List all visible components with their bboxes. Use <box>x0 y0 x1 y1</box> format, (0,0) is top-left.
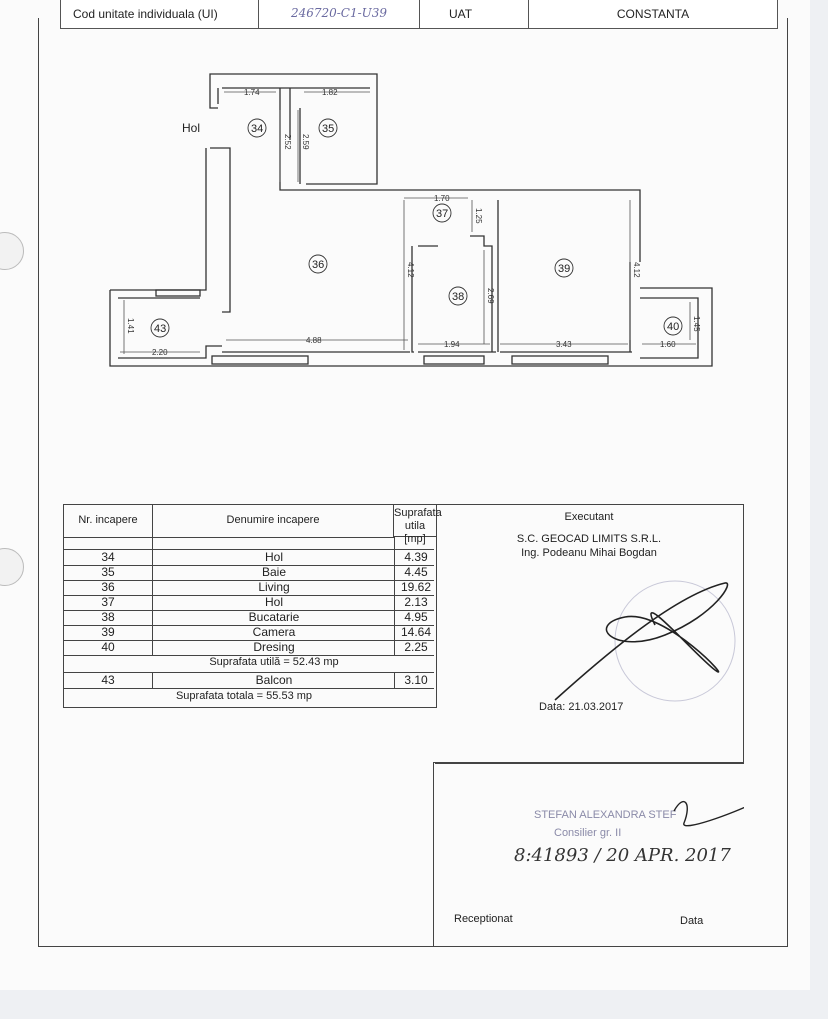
ui-code-label: Cod unitate individuala (UI) <box>61 0 259 28</box>
table-row: 38 Bucatarie 4.95 <box>64 610 434 626</box>
col-header: Denumire incapere <box>153 505 394 538</box>
table-row: 34 Hol 4.39 <box>64 550 434 566</box>
data-label: Data <box>680 915 704 927</box>
dim-label: 2.52 <box>283 134 292 150</box>
col-header: Suprafata utila [mp] <box>394 507 442 545</box>
col-header: Nr. incapere <box>64 505 153 538</box>
signature <box>434 763 744 873</box>
room-number: 43 <box>154 323 167 335</box>
table-row: 35 Baie 4.45 <box>64 565 434 581</box>
subtotal-row: Suprafata utilă = 52.43 mp <box>64 655 434 673</box>
room-number: 34 <box>251 123 264 135</box>
executant-date: Data: 21.03.2017 <box>539 701 624 713</box>
room-number: 35 <box>322 123 335 135</box>
receptie-box <box>433 762 744 947</box>
uat-label: UAT <box>419 0 529 28</box>
punch-hole <box>0 548 24 586</box>
table-row: 39 Camera 14.64 <box>64 625 434 641</box>
executant-box <box>435 504 744 764</box>
dim-label: 3.43 <box>556 340 572 349</box>
dim-label: 1.41 <box>126 318 135 334</box>
stamp-title: Consilier gr. II <box>554 827 622 839</box>
dim-label: 4.88 <box>306 336 322 345</box>
receptionat-label: Receptionat <box>454 913 513 925</box>
dim-label: 2.69 <box>486 288 495 304</box>
dim-label: 1.45 <box>692 316 701 332</box>
dim-label: 1.82 <box>322 88 338 97</box>
signature-stamp <box>435 505 743 763</box>
dim-label: 4.12 <box>632 262 641 278</box>
table-spacer-row <box>64 537 434 550</box>
table-row: 43 Balcon 3.10 <box>64 673 434 689</box>
total-row: Suprafata totala = 55.53 mp <box>175 690 313 702</box>
table-row: 37 Hol 2.13 <box>64 595 434 611</box>
dim-label: 1.70 <box>434 194 450 203</box>
table-row: 40 Dresing 2.25 <box>64 640 434 656</box>
executant-engineer: Ing. Podeanu Mihai Bogdan <box>521 547 657 559</box>
rooms-table <box>63 504 442 708</box>
uat-value: CONSTANTA <box>616 7 690 21</box>
registration-number: 8:41893 / 20 APR. 2017 <box>514 845 731 866</box>
dim-label: 1.94 <box>444 340 460 349</box>
dim-label: 1.60 <box>660 340 676 349</box>
executant-title: Executant <box>564 511 614 523</box>
room-number: 36 <box>312 259 325 271</box>
room-number: 39 <box>558 263 571 275</box>
room-number: 38 <box>452 291 465 303</box>
dim-label: 2.59 <box>301 134 310 150</box>
room-number: 40 <box>667 321 680 333</box>
stamp-name: STEFAN ALEXANDRA STEF <box>534 809 677 821</box>
ui-code-value: 246720-C1-U39 <box>259 0 420 28</box>
floor-plan <box>0 0 810 400</box>
dim-label: 4.12 <box>406 262 415 278</box>
dim-label: 1.74 <box>244 88 260 97</box>
dim-label: 1.25 <box>474 208 483 224</box>
dim-label: 2.20 <box>152 348 168 357</box>
room-number: 37 <box>436 208 449 220</box>
executant-company: S.C. GEOCAD LIMITS S.R.L. <box>516 533 662 545</box>
table-row: 36 Living 19.62 <box>64 580 434 596</box>
hol-label: Hol <box>182 121 201 135</box>
